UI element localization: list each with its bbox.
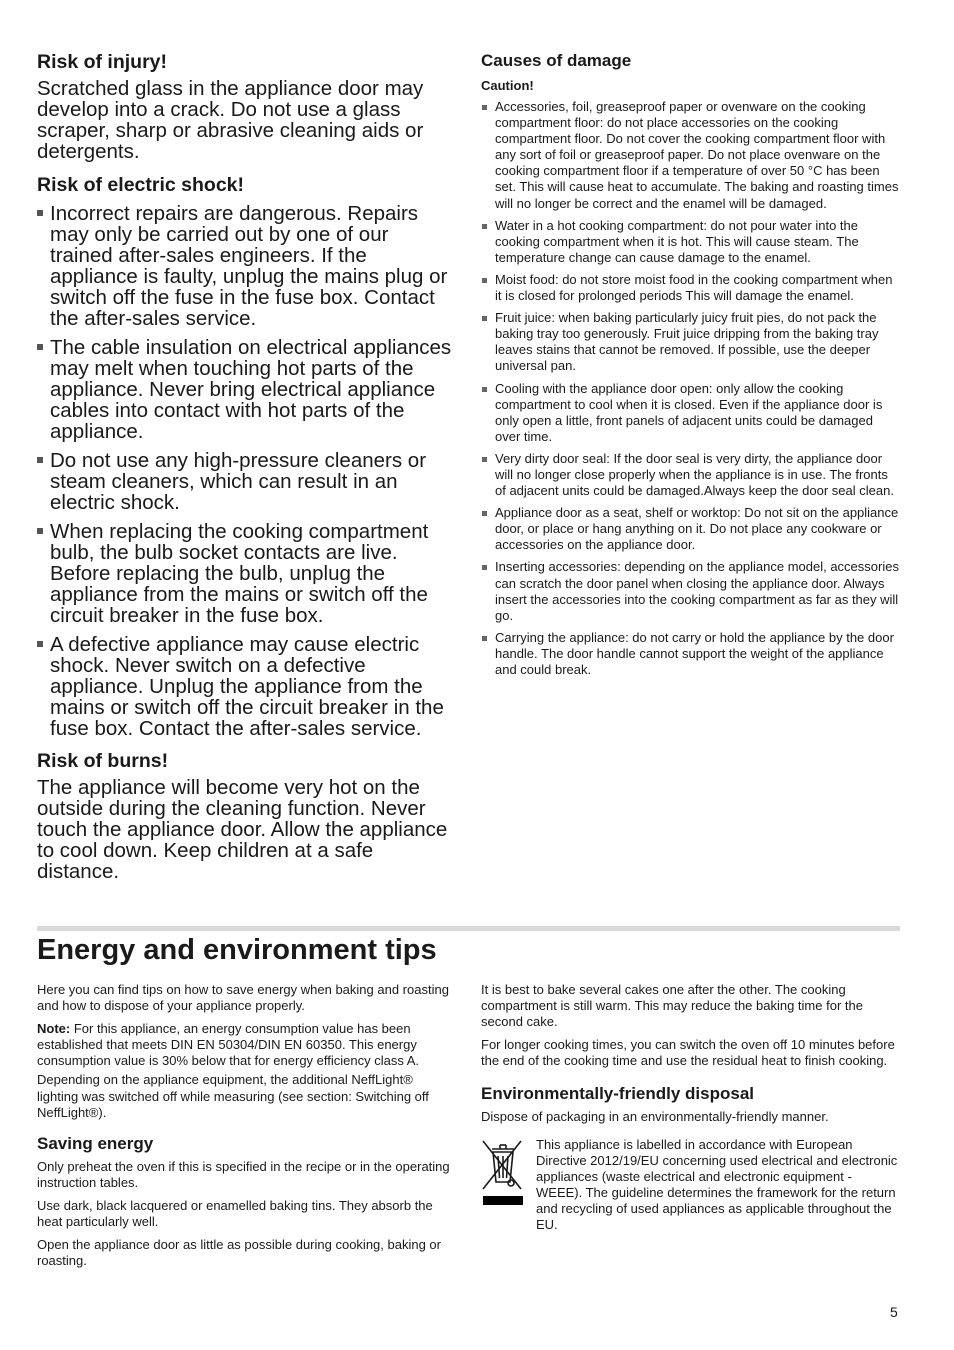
list-item [37,450,452,513]
list-item [37,634,452,739]
saving-energy-heading: Saving energy [37,1133,154,1153]
bullet-square-icon [37,457,43,463]
bullet-square-icon [482,511,487,516]
page-number: 5 [890,1304,898,1320]
electric-shock-list [37,203,452,739]
crossed-out-wheelie-bin-icon [481,1139,523,1234]
list-item-text: Cooling with the appliance door open: only allow the cooking compartment to cool when it is closed. Even if the appliance door is only open a little, front panels of adjacent units could be damaged over time. [495,380,883,444]
list-item [481,451,901,499]
list-item-text: Appliance door as a seat, shelf or worktop: Do not sit on the appliance door, or place or hang anything on it. Do not place any cookware or accessories on the appliance door. [495,505,899,553]
energy-tip-paragraph: For longer cooking times, you can switch the oven off 10 minutes before the end of the cooking time and use the residual heat to finish cooking. [481,1037,895,1069]
list-item-text: A defective appliance may cause electric shock. Never switch on a defective appliance. Unplug the appliance from the mains or switch off the circuit breaker in the fuse box. Contact the after-sales service. [50,633,444,740]
causes-of-damage-heading: Causes of damage [481,51,632,70]
energy-note [37,1021,452,1069]
bullet-square-icon [37,641,43,647]
saving-energy-paragraph: Use dark, black lacquered or enamelled baking tins. They absorb the heat particularly well. [37,1197,433,1230]
bullet-square-icon [482,457,487,462]
list-item-text: Inserting accessories: depending on the appliance model, accessories can scratch the door panel when closing the appliance door. Always insert the accessories into the cooking compartment as far as they will go. [495,559,899,623]
risk-of-electric-shock-heading: Risk of electric shock! [37,174,244,196]
bullet-square-icon [37,528,43,534]
list-item-text: The cable insulation on electrical appliances may melt when touching hot parts of the appliance. Never bring electrical appliance cables into contact with hot parts of the appliance. [50,336,452,443]
list-item-text: Water in a hot cooking compartment: do not pour water into the cooking compartment when it is hot. This will cause steam. The temperature change can cause damage to the enamel. [495,217,859,265]
list-item [37,521,452,626]
disposal-intro: Dispose of packaging in an environmentally-friendly manner. [481,1109,829,1125]
bullet-square-icon [482,636,487,641]
list-item [37,203,452,329]
bullet-square-icon [482,565,487,570]
disposal-heading: Environmentally-friendly disposal [481,1084,755,1104]
causes-of-damage-column [481,50,901,684]
list-item [481,99,901,212]
safety-left-column [37,50,452,882]
bullet-square-icon [482,105,487,110]
list-item-text: When replacing the cooking compartment bulb, the bulb socket contacts are live. Before replacing the bulb, unplug the appliance from the mains or switch off the circuit breaker in the fuse box. [50,520,429,627]
energy-section-title: Energy and environment tips [37,934,437,966]
bullet-square-icon [482,278,487,283]
list-item-text: Very dirty door seal: If the door seal is very dirty, the appliance door will no longer close properly when the appliance is in use. The fronts of adjacent units could be damaged.Always keep the door seal clean. [495,450,894,499]
bullet-square-icon [37,344,43,350]
risk-of-burns-heading: Risk of burns! [37,750,169,772]
bullet-square-icon [482,316,487,321]
list-item [481,272,901,304]
bullet-square-icon [482,387,487,392]
weee-text: This appliance is labelled in accordance with European Directive 2012/19/EU concerning used electrical and electronic appliances (waste electrical and electronic equipment - WEEE). The guideline determines the framework for the return and recycling of used appliances as applicable throughout the EU. [536,1136,898,1233]
weee-block [481,1137,901,1234]
list-item-text: Accessories, foil, greaseproof paper or ovenware on the cooking compartment floor: do not place accessories on the cooking compartment floor. Do not cover the cooking compartment floor with any sort of foil or greaseproof paper. Do not place ovenware on the cooking compartment floor if a temperature of over 50 °C has been set. This will cause heat to accumulate. The baking and roasting times will no longer be correct and the enamel will be damaged. [495,99,899,211]
list-item-text: Moist food: do not store moist food in the cooking compartment when it is closed for prolonged periods This will damage the enamel. [495,271,893,304]
energy-left-column [37,982,452,1276]
energy-intro: Here you can find tips on how to save energy when baking and roasting and how to dispose of your appliance properly. [37,982,449,1014]
note-label: Note: [37,1021,71,1037]
nefflight-text: Depending on the appliance equipment, the additional NeffLight® lighting was switched off while measuring (see section: Switching off NeffLight®). [37,1072,429,1120]
risk-of-injury-text: Scratched glass in the appliance door may develop into a crack. Do not use a glass scraper, sharp or abrasive cleaning aids or detergents. [37,77,424,163]
note-text: For this appliance, an energy consumption value has been established that meets DIN EN 50304/DIN EN 60350. This energy consumption value is 30% below that for energy efficiency class A. [37,1021,420,1069]
list-item [481,381,901,445]
list-item-text: Carrying the appliance: do not carry or hold the appliance by the door handle. The door handle cannot support the weight of the appliance and could break. [495,629,894,677]
saving-energy-paragraph: Only preheat the oven if this is specified in the recipe or in the operating instruction tables. [37,1158,450,1190]
list-item [481,505,901,553]
risk-of-injury-heading: Risk of injury! [37,51,168,73]
caution-label: Caution! [481,78,534,93]
list-item [481,218,901,266]
list-item-text: Incorrect repairs are dangerous. Repairs may only be carried out by one of our trained after-sales engineers. If the appliance is faulty, unplug the mains plug or switch off the fuse in the fuse box. Contact the after-sales service. [50,202,448,330]
bullet-square-icon [482,224,487,229]
energy-tip-paragraph: It is best to bake several cakes one after the other. The cooking compartment is still warm. This may reduce the baking time for the second cake. [481,982,863,1030]
list-item [37,337,452,442]
list-item-text: Fruit juice: when baking particularly juicy fruit pies, do not pack the baking tray too generously. Fruit juice dripping from the baking tray leaves stains that cannot be removed. If possible, use the deeper universal pan. [495,310,879,374]
bullet-square-icon [37,210,43,216]
list-item [481,630,901,678]
risk-of-burns-text: The appliance will become very hot on the outside during the cleaning function. Never touch the appliance door. Allow the appliance to cool down. Keep children at a safe distance. [37,776,448,883]
list-item-text: Do not use any high-pressure cleaners or steam cleaners, which can result in an electric shock. [50,449,427,514]
list-item [481,310,901,374]
section-divider [37,926,900,931]
energy-right-column [481,982,901,1233]
damage-list [481,99,901,678]
saving-energy-paragraph: Open the appliance door as little as possible during cooking, baking or roasting. [37,1237,441,1269]
list-item [481,559,901,623]
